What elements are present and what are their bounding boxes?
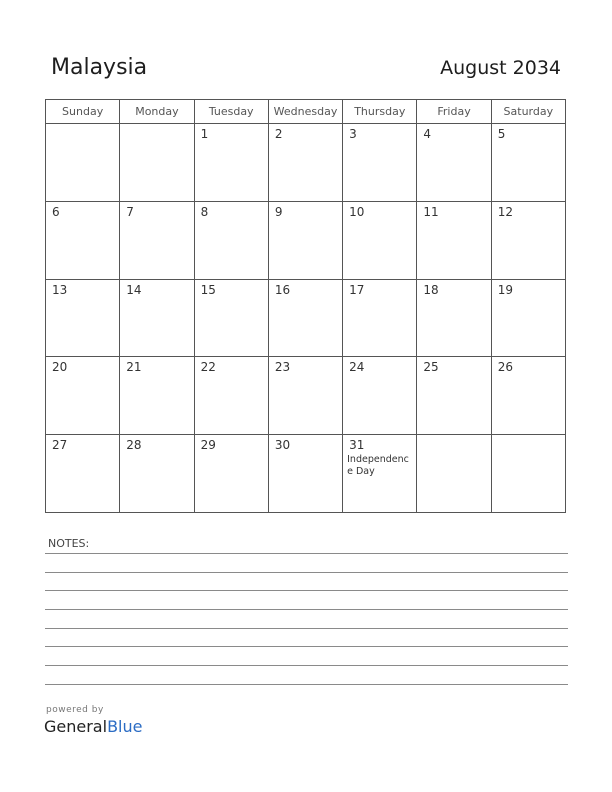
day-cell xyxy=(491,124,565,202)
weekday-saturday: Saturday xyxy=(491,100,565,124)
day-cell xyxy=(491,357,565,435)
day-number: 21 xyxy=(126,360,142,375)
powered-by-text: powered by xyxy=(46,705,104,715)
day-number: 30 xyxy=(274,438,291,453)
day-number: 5 xyxy=(497,127,506,141)
day-cell xyxy=(46,435,120,513)
day-cell xyxy=(417,357,491,435)
day-number: 2 xyxy=(274,127,283,141)
logo-blue-text: Blue xyxy=(107,717,143,736)
day-cell xyxy=(268,201,342,279)
day-number: 12 xyxy=(497,204,513,219)
day-number: 26 xyxy=(497,360,513,375)
day-cell xyxy=(120,279,194,357)
day-cell xyxy=(343,124,417,202)
day-number: 14 xyxy=(126,282,142,297)
holiday-label: Independence Day xyxy=(347,454,409,478)
weekday-tuesday: Tuesday xyxy=(194,100,268,124)
day-number: 7 xyxy=(126,204,134,219)
weekday-wednesday: Wednesday xyxy=(268,100,342,124)
day-cell xyxy=(268,435,342,513)
notes-line xyxy=(45,684,568,685)
day-cell xyxy=(120,357,194,435)
day-cell xyxy=(194,279,268,357)
day-number: 20 xyxy=(52,360,68,375)
weekday-thursday: Thursday xyxy=(343,100,417,124)
day-number: 25 xyxy=(423,360,439,375)
notes-line xyxy=(45,646,568,647)
day-cell xyxy=(343,435,417,513)
day-cell xyxy=(343,201,417,279)
day-number: 27 xyxy=(52,438,68,453)
notes-line xyxy=(45,553,568,554)
day-cell xyxy=(268,124,342,202)
day-number: 31 xyxy=(349,438,365,453)
day-cell xyxy=(491,279,565,357)
week-row xyxy=(46,435,566,513)
country-title: Malaysia xyxy=(51,55,148,80)
weekday-sunday: Sunday xyxy=(46,100,120,124)
day-number: 8 xyxy=(200,204,209,219)
day-cell xyxy=(120,201,194,279)
notes-line xyxy=(45,590,568,591)
day-cell xyxy=(120,435,194,513)
day-cell xyxy=(491,201,565,279)
week-row xyxy=(46,124,566,202)
notes-line xyxy=(45,609,568,610)
notes-label: NOTES: xyxy=(48,537,90,550)
day-cell xyxy=(491,435,565,513)
day-cell xyxy=(120,124,194,202)
day-cell xyxy=(417,435,491,513)
day-number: 10 xyxy=(349,204,365,219)
logo-general-text: General xyxy=(44,717,108,736)
weekday-friday: Friday xyxy=(417,100,491,124)
day-number: 18 xyxy=(423,282,439,297)
day-cell xyxy=(343,357,417,435)
day-cell xyxy=(343,279,417,357)
day-cell xyxy=(46,279,120,357)
day-number: 1 xyxy=(200,127,209,141)
day-cell xyxy=(268,279,342,357)
day-number: 13 xyxy=(52,282,68,297)
day-number: 3 xyxy=(349,127,357,141)
day-number: 19 xyxy=(497,282,513,297)
day-number: 16 xyxy=(274,282,291,297)
day-cell xyxy=(46,357,120,435)
week-row xyxy=(46,201,566,279)
day-number: 23 xyxy=(274,360,291,375)
day-cell xyxy=(194,357,268,435)
day-number: 22 xyxy=(200,360,216,375)
day-number: 28 xyxy=(126,438,142,453)
notes-line xyxy=(45,572,568,573)
day-number: 11 xyxy=(423,204,439,219)
day-cell xyxy=(417,124,491,202)
notes-line xyxy=(45,665,568,666)
day-cell xyxy=(46,124,120,202)
day-cell xyxy=(194,124,268,202)
day-cell xyxy=(417,279,491,357)
day-number: 6 xyxy=(52,204,60,219)
weekday-header-row xyxy=(46,100,566,124)
day-number: 17 xyxy=(349,282,365,297)
notes-line xyxy=(45,628,568,629)
day-number: 29 xyxy=(200,438,216,453)
day-number: 24 xyxy=(349,360,365,375)
day-cell xyxy=(417,201,491,279)
day-number: 4 xyxy=(423,127,432,141)
week-row xyxy=(46,279,566,357)
generalblue-logo xyxy=(44,717,142,736)
day-cell xyxy=(194,435,268,513)
day-cell xyxy=(268,357,342,435)
week-row xyxy=(46,357,566,435)
calendar-grid xyxy=(45,99,566,513)
day-cell xyxy=(194,201,268,279)
day-number: 15 xyxy=(200,282,216,297)
month-year-title: August 2034 xyxy=(440,57,561,79)
day-number: 9 xyxy=(274,204,283,219)
day-cell xyxy=(46,201,120,279)
weekday-monday: Monday xyxy=(120,100,194,124)
